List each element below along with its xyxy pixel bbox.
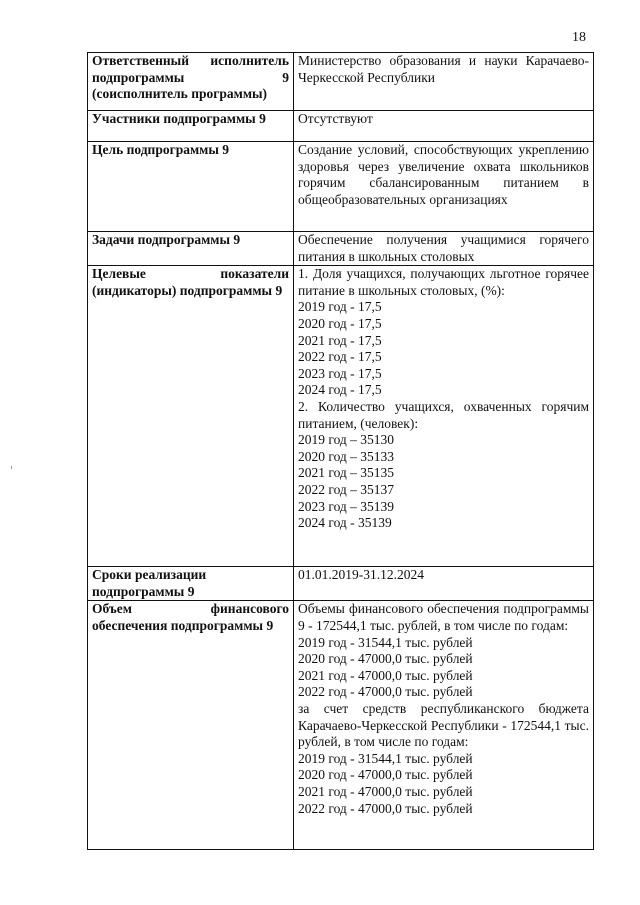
row-label: Участники подпрограммы 9: [88, 111, 294, 142]
indicator-year-value: 2021 год – 35135: [298, 465, 395, 481]
row-value: Создание условий, способствующих укреплению здоровья через увеличение охвата школьников горячим сбалансированным питанием в общеобразовательных организациях: [294, 142, 594, 232]
indicator-year-value: 2023 год – 35139: [298, 498, 395, 514]
row-value: Обеспечение получения учащимися горячего питания в школьных столовых: [294, 232, 594, 266]
row-label: Целевые показатели (индикаторы) подпрограммы 9: [88, 266, 294, 567]
row-label: Сроки реализации подпрограммы 9: [88, 567, 294, 601]
budget-intro: за счет средств республиканского бюджета Карачаево-Черкесской Республики - 172544,1 тыс. рублей, в том числе по годам:: [298, 700, 589, 750]
budget-year-value: 2021 год - 47000,0 тыс. рублей: [298, 783, 473, 799]
indicator-year-value: 2021 год - 17,5: [298, 332, 382, 348]
financing-year-value: 2020 год - 47000,0 тыс. рублей: [298, 651, 473, 667]
indicator-year-value: 2022 год – 35137: [298, 481, 395, 497]
indicator-year-value: 2022 год - 17,5: [298, 349, 382, 365]
row-label: Цель подпрограммы 9: [88, 142, 294, 232]
budget-year-value: 2020 год - 47000,0 тыс. рублей: [298, 767, 473, 783]
table-row-goal: [88, 142, 594, 232]
subprogram-passport-table: [87, 52, 594, 850]
page-number: 18: [572, 30, 586, 45]
financing-year-value: 2022 год - 47000,0 тыс. рублей: [298, 684, 473, 700]
table-row-participants: [88, 111, 594, 142]
table-row-financing: [88, 601, 594, 850]
budget-year-value: 2019 год - 31544,1 тыс. рублей: [298, 750, 473, 766]
indicator-title: 1. Доля учащихся, получающих льготное горячее питание в школьных столовых, (%):: [298, 266, 589, 298]
indicator-year-value: 2023 год - 17,5: [298, 365, 382, 381]
row-value: 01.01.2019-31.12.2024: [294, 567, 594, 601]
financing-year-value: 2021 год - 47000,0 тыс. рублей: [298, 667, 473, 683]
table-row-indicators: [88, 266, 594, 567]
table-row-terms: [88, 567, 594, 601]
indicator-year-value: 2024 год - 35139: [298, 515, 392, 531]
scan-artifact: [11, 466, 12, 469]
indicator-year-value: 2019 год - 17,5: [298, 299, 382, 315]
indicator-year-value: 2020 год - 17,5: [298, 315, 382, 331]
indicator-year-value: 2019 год – 35130: [298, 432, 395, 448]
budget-year-value: 2022 год - 47000,0 тыс. рублей: [298, 800, 473, 816]
financing-intro: Объемы финансового обеспечения подпрограммы 9 - 172544,1 тыс. рублей, в том числе по годам:: [298, 601, 589, 633]
indicator-year-value: 2024 год - 17,5: [298, 382, 382, 398]
table-row-responsible: [88, 53, 594, 111]
row-label: Объем финансового обеспечения подпрограммы 9: [88, 601, 294, 850]
row-value: Отсутствуют: [294, 111, 594, 142]
row-label: Задачи подпрограммы 9: [88, 232, 294, 266]
indicator-year-value: 2020 год – 35133: [298, 448, 395, 464]
row-value: Министерство образования и науки Карачаево-Черкесской Республики: [294, 53, 594, 111]
row-value: [294, 266, 594, 567]
table-row-tasks: [88, 232, 594, 266]
financing-year-value: 2019 год - 31544,1 тыс. рублей: [298, 634, 473, 650]
row-value: [294, 601, 594, 850]
row-label: Ответственный исполнитель подпрограммы 9 (соисполнитель программы): [88, 53, 294, 111]
indicator-title: 2. Количество учащихся, охваченных горячим питанием, (человек):: [298, 398, 589, 431]
